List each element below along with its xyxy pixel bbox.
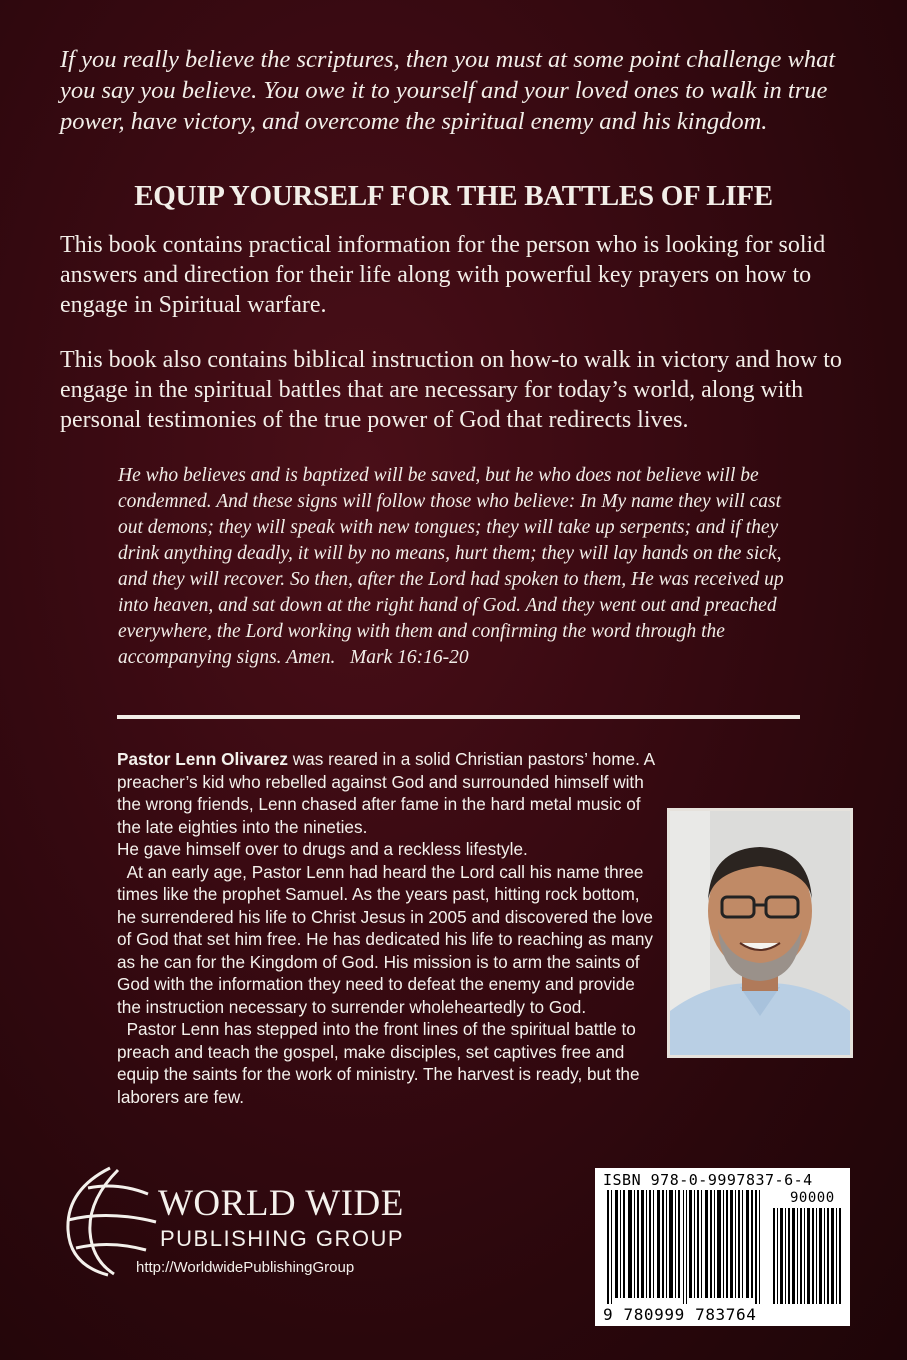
- barcode-bars: [595, 1168, 850, 1326]
- bio-part-2: He gave himself over to drugs and a reckless lifestyle.: [117, 839, 528, 859]
- bio-part-1: was reared in a solid Christian pastors’ home. A preacher’s kid who rebelled against God and surrounded himself with the wrong friends, Lenn chased after fame in the hard metal music of the late eighties into the nineties.: [117, 749, 655, 837]
- scripture-quote: [118, 463, 808, 671]
- divider-line: [117, 715, 800, 719]
- isbn-barcode: [595, 1168, 850, 1326]
- bio-part-3: At an early age, Pastor Lenn had heard the Lord call his name three times like the prophet Samuel. As the years past, hitting rock bottom, he surrendered his life to Christ Jesus in 2005 and discovered the love of God that set him free. He has dedicated his life to reaching as many as he can for the Kingdom of God. His mission is to arm the saints of God with the information they need to defeat the enemy and provide the instruction necessary to surrender wholeheartedly to God.: [117, 861, 653, 1017]
- bio-part-4: Pastor Lenn has stepped into the front lines of the spiritual battle to preach and teach the gospel, make disciples, set captives free and equip the saints for the work of ministry. The harvest is ready, but the laborers are few.: [117, 1019, 640, 1107]
- paragraph-1: This book contains practical information for the person who is looking for solid answers and direction for their life along with powerful key prayers on how to engage in Spiritual warfare.: [60, 232, 826, 318]
- author-name: Pastor Lenn Olivarez: [117, 749, 288, 769]
- scripture-text: He who believes and is baptized will be saved, but he who does not believe will be condemned. And these signs will follow those who believe: In My name they will cast out demons; they will speak with new tongues; they will take up serpents; and if they drink anything deadly, it will by no means, hurt them; they will lay hands on the sick, and they will recover. So then, after the Lord had spoken to them, He was received up into heaven, and sat down at the right hand of God. And they went out and preached everywhere, the Lord working with them and confirming the word through the accompanying signs. Amen.: [118, 465, 784, 668]
- isbn-label: ISBN 978-0-9997837-6-4: [603, 1171, 813, 1189]
- publisher-url[interactable]: http://WorldwidePublishingGroup: [136, 1259, 355, 1276]
- intro-text: If you really believe the scriptures, then you must at some point challenge what you say you believe. You owe it to yourself and your loved ones to walk in true power, have victory, and overcome the spiritual enemy and his kingdom.: [60, 46, 836, 135]
- publisher-name-line2: PUBLISHING GROUP: [160, 1226, 405, 1251]
- publisher-name-line1: WORLD WIDE: [158, 1183, 404, 1224]
- ean-digits: 9 780999 783764: [603, 1305, 757, 1324]
- barcode-addon: 90000: [790, 1190, 835, 1206]
- paragraph-2: This book also contains biblical instruction on how-to walk in victory and how to engage in the spiritual battles that are necessary for today’s world, along with personal testimonies of the true power of God that redirects lives.: [60, 347, 842, 433]
- section-heading: EQUIP YOURSELF FOR THE BATTLES OF LIFE: [134, 180, 773, 212]
- author-photo: [667, 808, 853, 1058]
- publisher-logo: [48, 1160, 488, 1280]
- scripture-reference: Mark 16:16-20: [349, 647, 469, 668]
- author-portrait-illustration: [670, 811, 850, 1055]
